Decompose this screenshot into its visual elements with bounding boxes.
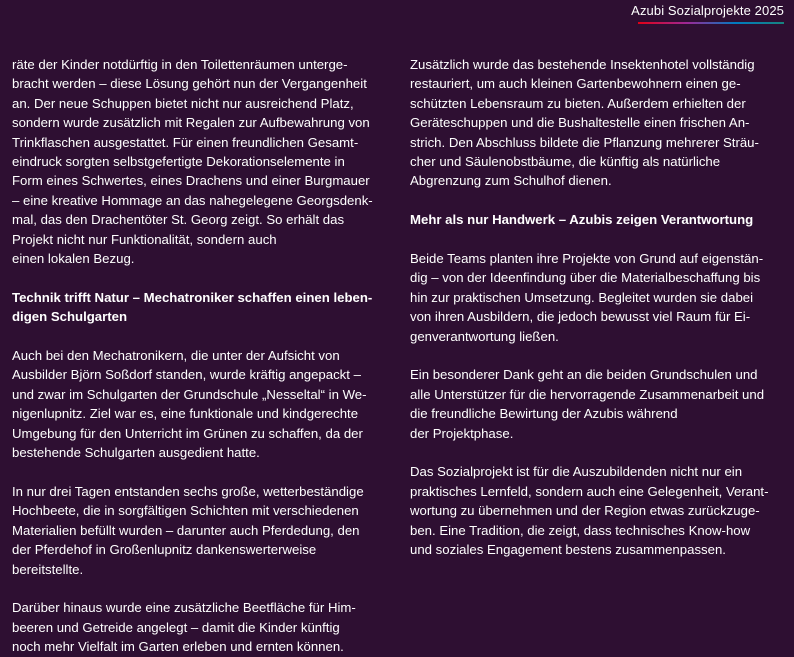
text-line: cher und Säulenobstbäume, die künftig als natürliche: [410, 154, 721, 170]
text-line: Zusätzlich wurde das bestehende Insektenhotel vollständig: [410, 57, 755, 72]
text-line: die freundliche Bewirtung der Azubis während: [410, 406, 678, 422]
text-line: und zwar im Schulgarten der Grundschule „Nesseltal“ in We-: [12, 386, 367, 402]
heading-line: Technik trifft Natur – Mechatroniker schaffen einen leben-: [12, 289, 373, 305]
text-line: In nur drei Tagen entstanden sechs große, wetterbeständige: [12, 483, 364, 499]
paragraph-thanks: [410, 365, 782, 443]
text-line: praktisches Lernfeld, sondern auch eine Gelegenheit, Verant-: [410, 483, 769, 499]
paragraph-berry-bed: [12, 598, 394, 656]
paragraph-gap: [410, 191, 782, 210]
text-line: Umgebung für den Unterricht im Grünen zu schaffen, da der: [12, 425, 363, 441]
text-line: – eine kreative Hommage an das nahegelegene Georgsdenk-: [12, 192, 373, 208]
text-line: Darüber hinaus wurde eine zusätzliche Beetfläche für Him-: [12, 600, 356, 616]
text-line: räte der Kinder notdürftig in den Toilettenräumen unterge-: [12, 57, 348, 72]
text-line: Materialien befüllt wurden – darunter auch Pferdedung, den: [12, 522, 360, 538]
text-line: Ein besonderer Dank geht an die beiden Grundschulen und: [410, 367, 758, 383]
paragraph-gap: [410, 443, 782, 462]
text-line: wortung zu übernehmen und der Region etwas zurückzuge-: [410, 503, 760, 519]
text-line: genverantwortung ließen.: [410, 328, 559, 344]
text-line: eindruck sorgten selbstgefertigte Dekorationselemente in: [12, 154, 345, 170]
paragraph-tradition: [410, 462, 782, 559]
paragraph-gap: [12, 327, 394, 346]
paragraph-gap: [12, 463, 394, 482]
text-line: Geräteschuppen und die Bushaltestelle einen frischen An-: [410, 115, 750, 131]
paragraph-gap: [410, 346, 782, 365]
page-header: [631, 0, 784, 24]
right-column: [410, 55, 782, 560]
text-line: nigenlupnitz. Ziel war es, eine funktionale und kindgerechte: [12, 406, 359, 422]
text-line: der Projektphase.: [410, 425, 514, 441]
section-heading-mechatronics: [12, 288, 394, 327]
text-line: beeren und Getreide angelegt – damit die Kinder künftig: [12, 619, 340, 635]
text-line: dig – von der Ideenfindung über die Materialbeschaffung bis: [410, 270, 761, 286]
text-line: bereitstellte.: [12, 561, 84, 577]
text-line: ben. Eine Tradition, die zeigt, dass technisches Know-how: [410, 522, 751, 538]
text-line: an. Der neue Schuppen bietet nicht nur ausreichend Platz,: [12, 95, 354, 111]
text-line: Ausbilder Björn Soßdorf standen, wurde kräftig angepackt –: [12, 367, 361, 383]
text-line: von ihren Ausbildern, die jedoch bewusst viel Raum für Ei-: [410, 309, 751, 325]
heading-line: Mehr als nur Handwerk – Azubis zeigen Verantwortung: [410, 212, 754, 228]
text-line: sondern wurde zusätzlich mit Regalen zur Aufbewahrung von: [12, 115, 370, 131]
text-line: restauriert, um auch kleinen Gartenbewohnern einen ge-: [410, 76, 741, 92]
text-line: strich. Den Abschluss bildete die Pflanzung mehrerer Sträu-: [410, 134, 759, 150]
text-line: bestehende Schulgarten ausgedient hatte.: [12, 445, 260, 461]
text-line: hin zur praktischen Umsetzung. Begleitet wurden sie dabei: [410, 289, 754, 305]
text-line: und soziales Engagement bestens zusammenpassen.: [410, 542, 726, 558]
text-line: einen lokalen Bezug.: [12, 251, 135, 267]
paragraph-toilet-shed: [12, 55, 394, 268]
text-line: noch mehr Vielfalt im Garten erleben und ernten können.: [12, 639, 344, 655]
paragraph-gap: [12, 268, 394, 287]
paragraph-gap: [410, 230, 782, 249]
heading-line: digen Schulgarten: [12, 309, 128, 325]
paragraph-insect-hotel: [410, 55, 782, 191]
text-line: Projekt nicht nur Funktionalität, sondern auch: [12, 231, 277, 247]
text-line: Trinkflaschen ausgestattet. Für einen freundlichen Gesamt-: [12, 134, 359, 150]
text-line: Hochbeete, die in sorgfältigen Schichten mit verschiedenen: [12, 503, 359, 519]
section-heading-responsibility: [410, 210, 782, 229]
text-line: Form eines Schwertes, eines Drachens und einer Burgmauer: [12, 173, 370, 189]
text-line: Beide Teams planten ihre Projekte von Grund auf eigenstän-: [410, 251, 764, 267]
header-accent-bar: [638, 22, 784, 24]
text-line: Auch bei den Mechatronikern, die unter der Aufsicht von: [12, 348, 340, 364]
left-column: [12, 55, 394, 657]
paragraph-raised-beds: [12, 482, 394, 579]
text-line: alle Unterstützer für die hervorragende Zusammenarbeit und: [410, 386, 765, 402]
text-line: der Pferdehof in Großenlupnitz dankenswerterweise: [12, 542, 317, 558]
text-line: Das Sozialprojekt ist für die Auszubildenden nicht nur ein: [410, 464, 743, 480]
paragraph-gap: [12, 579, 394, 598]
paragraph-team-planning: [410, 249, 782, 346]
text-line: bracht werden – diese Lösung gehört nun der Vergangenheit: [12, 76, 367, 92]
header-title: Azubi Sozialprojekte 2025: [631, 3, 784, 18]
text-line: schützten Lebensraum zu bieten. Außerdem erhielten der: [410, 95, 746, 111]
text-line: Abgrenzung zum Schulhof dienen.: [410, 173, 612, 189]
paragraph-mechatronics-intro: [12, 346, 394, 462]
text-line: mal, das den Drachentöter St. Georg zeigt. So erhält das: [12, 212, 345, 228]
